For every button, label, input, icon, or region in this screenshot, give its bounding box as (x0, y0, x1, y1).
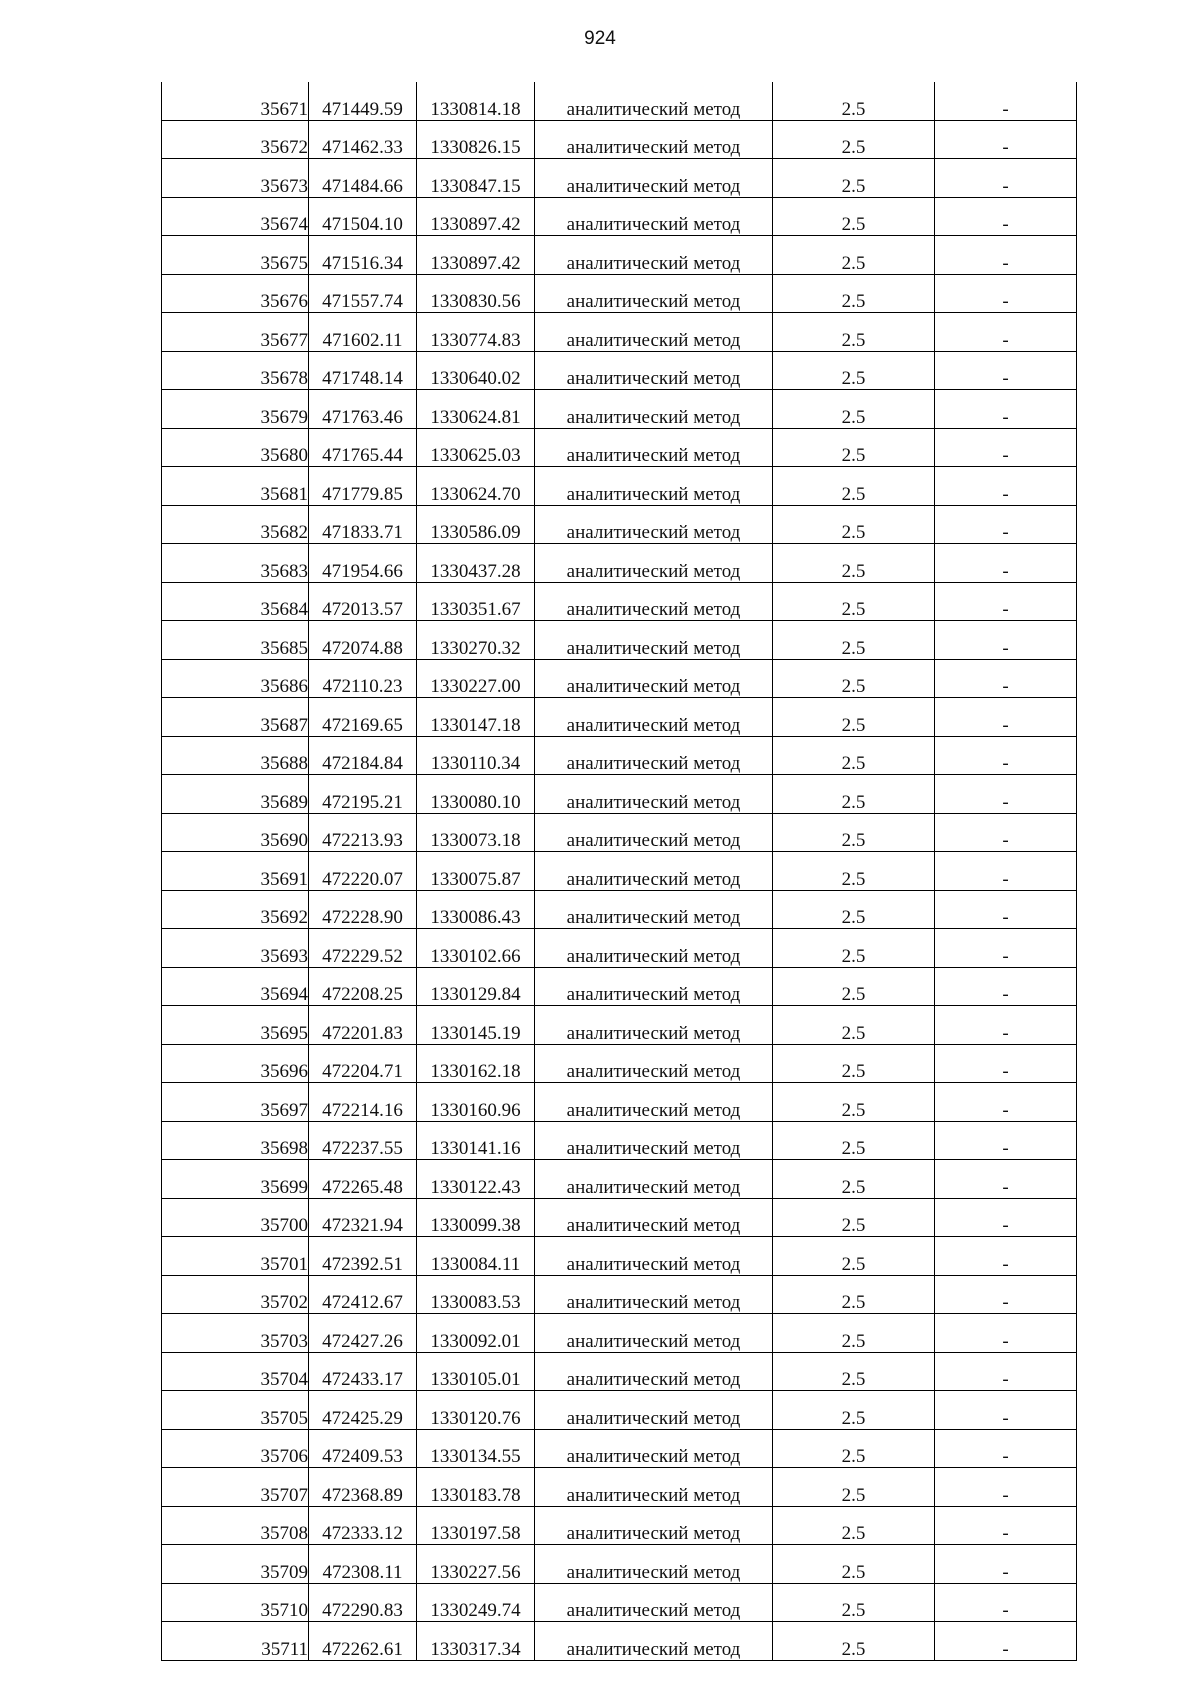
point-number-cell: 35702 (162, 1275, 309, 1314)
accuracy-cell: 2.5 (773, 313, 935, 352)
accuracy-cell: 2.5 (773, 120, 935, 159)
note-cell: - (935, 544, 1077, 583)
accuracy-cell: 2.5 (773, 274, 935, 313)
note-cell: - (935, 1083, 1077, 1122)
table-row (162, 390, 1077, 429)
x-coordinate-cell: 472195.21 (309, 775, 417, 814)
accuracy-cell: 2.5 (773, 390, 935, 429)
x-coordinate-cell: 472208.25 (309, 967, 417, 1006)
y-coordinate-cell: 1330586.09 (417, 505, 535, 544)
method-cell: аналитический метод (535, 82, 773, 120)
y-coordinate-cell: 1330830.56 (417, 274, 535, 313)
note-cell: - (935, 890, 1077, 929)
method-cell: аналитический метод (535, 698, 773, 737)
method-cell: аналитический метод (535, 1391, 773, 1430)
table-row (162, 351, 1077, 390)
accuracy-cell: 2.5 (773, 1237, 935, 1276)
point-number-cell: 35671 (162, 82, 309, 120)
table-row (162, 1622, 1077, 1661)
table-row (162, 1429, 1077, 1468)
table-row (162, 890, 1077, 929)
table-row (162, 82, 1077, 120)
table-row (162, 313, 1077, 352)
y-coordinate-cell: 1330073.18 (417, 813, 535, 852)
method-cell: аналитический метод (535, 967, 773, 1006)
method-cell: аналитический метод (535, 1237, 773, 1276)
x-coordinate-cell: 472321.94 (309, 1198, 417, 1237)
note-cell: - (935, 736, 1077, 775)
accuracy-cell: 2.5 (773, 659, 935, 698)
note-cell: - (935, 159, 1077, 198)
point-number-cell: 35700 (162, 1198, 309, 1237)
table-row (162, 929, 1077, 968)
accuracy-cell: 2.5 (773, 1468, 935, 1507)
y-coordinate-cell: 1330145.19 (417, 1006, 535, 1045)
y-coordinate-cell: 1330351.67 (417, 582, 535, 621)
point-number-cell: 35677 (162, 313, 309, 352)
accuracy-cell: 2.5 (773, 428, 935, 467)
y-coordinate-cell: 1330826.15 (417, 120, 535, 159)
point-number-cell: 35683 (162, 544, 309, 583)
table-row (162, 813, 1077, 852)
table-row (162, 582, 1077, 621)
y-coordinate-cell: 1330160.96 (417, 1083, 535, 1122)
accuracy-cell: 2.5 (773, 582, 935, 621)
note-cell: - (935, 1352, 1077, 1391)
y-coordinate-cell: 1330105.01 (417, 1352, 535, 1391)
point-number-cell: 35679 (162, 390, 309, 429)
accuracy-cell: 2.5 (773, 1160, 935, 1199)
note-cell: - (935, 852, 1077, 891)
y-coordinate-cell: 1330141.16 (417, 1121, 535, 1160)
note-cell: - (935, 1006, 1077, 1045)
point-number-cell: 35680 (162, 428, 309, 467)
table-row (162, 274, 1077, 313)
point-number-cell: 35703 (162, 1314, 309, 1353)
note-cell: - (935, 120, 1077, 159)
x-coordinate-cell: 472169.65 (309, 698, 417, 737)
x-coordinate-cell: 472220.07 (309, 852, 417, 891)
table-row (162, 197, 1077, 236)
x-coordinate-cell: 472412.67 (309, 1275, 417, 1314)
accuracy-cell: 2.5 (773, 1314, 935, 1353)
y-coordinate-cell: 1330183.78 (417, 1468, 535, 1507)
accuracy-cell: 2.5 (773, 852, 935, 891)
accuracy-cell: 2.5 (773, 544, 935, 583)
x-coordinate-cell: 471779.85 (309, 467, 417, 506)
point-number-cell: 35695 (162, 1006, 309, 1045)
method-cell: аналитический метод (535, 1506, 773, 1545)
x-coordinate-cell: 472433.17 (309, 1352, 417, 1391)
y-coordinate-cell: 1330083.53 (417, 1275, 535, 1314)
method-cell: аналитический метод (535, 852, 773, 891)
table-row (162, 775, 1077, 814)
x-coordinate-cell: 472427.26 (309, 1314, 417, 1353)
method-cell: аналитический метод (535, 1352, 773, 1391)
note-cell: - (935, 929, 1077, 968)
accuracy-cell: 2.5 (773, 236, 935, 275)
method-cell: аналитический метод (535, 467, 773, 506)
x-coordinate-cell: 471763.46 (309, 390, 417, 429)
table-row (162, 1044, 1077, 1083)
point-number-cell: 35681 (162, 467, 309, 506)
point-number-cell: 35673 (162, 159, 309, 198)
accuracy-cell: 2.5 (773, 1391, 935, 1430)
point-number-cell: 35694 (162, 967, 309, 1006)
note-cell: - (935, 813, 1077, 852)
x-coordinate-cell: 472214.16 (309, 1083, 417, 1122)
note-cell: - (935, 775, 1077, 814)
method-cell: аналитический метод (535, 274, 773, 313)
y-coordinate-cell: 1330249.74 (417, 1583, 535, 1622)
point-number-cell: 35708 (162, 1506, 309, 1545)
page-number: 924 (584, 28, 616, 49)
accuracy-cell: 2.5 (773, 698, 935, 737)
point-number-cell: 35684 (162, 582, 309, 621)
note-cell: - (935, 967, 1077, 1006)
accuracy-cell: 2.5 (773, 736, 935, 775)
note-cell: - (935, 236, 1077, 275)
note-cell: - (935, 1237, 1077, 1276)
y-coordinate-cell: 1330227.56 (417, 1545, 535, 1584)
note-cell: - (935, 582, 1077, 621)
note-cell: - (935, 1429, 1077, 1468)
coordinates-table (161, 82, 1077, 1661)
point-number-cell: 35701 (162, 1237, 309, 1276)
x-coordinate-cell: 471484.66 (309, 159, 417, 198)
table-row (162, 1121, 1077, 1160)
note-cell: - (935, 1506, 1077, 1545)
x-coordinate-cell: 472184.84 (309, 736, 417, 775)
y-coordinate-cell: 1330625.03 (417, 428, 535, 467)
table-row (162, 1083, 1077, 1122)
method-cell: аналитический метод (535, 736, 773, 775)
y-coordinate-cell: 1330122.43 (417, 1160, 535, 1199)
accuracy-cell: 2.5 (773, 1429, 935, 1468)
table-row (162, 1314, 1077, 1353)
point-number-cell: 35687 (162, 698, 309, 737)
note-cell: - (935, 1468, 1077, 1507)
y-coordinate-cell: 1330197.58 (417, 1506, 535, 1545)
y-coordinate-cell: 1330084.11 (417, 1237, 535, 1276)
accuracy-cell: 2.5 (773, 1006, 935, 1045)
y-coordinate-cell: 1330437.28 (417, 544, 535, 583)
accuracy-cell: 2.5 (773, 82, 935, 120)
x-coordinate-cell: 472204.71 (309, 1044, 417, 1083)
point-number-cell: 35704 (162, 1352, 309, 1391)
method-cell: аналитический метод (535, 775, 773, 814)
accuracy-cell: 2.5 (773, 197, 935, 236)
x-coordinate-cell: 472409.53 (309, 1429, 417, 1468)
note-cell: - (935, 351, 1077, 390)
y-coordinate-cell: 1330270.32 (417, 621, 535, 660)
point-number-cell: 35693 (162, 929, 309, 968)
table-row (162, 467, 1077, 506)
point-number-cell: 35698 (162, 1121, 309, 1160)
method-cell: аналитический метод (535, 813, 773, 852)
note-cell: - (935, 82, 1077, 120)
y-coordinate-cell: 1330227.00 (417, 659, 535, 698)
x-coordinate-cell: 471602.11 (309, 313, 417, 352)
point-number-cell: 35692 (162, 890, 309, 929)
accuracy-cell: 2.5 (773, 813, 935, 852)
table-row (162, 1468, 1077, 1507)
point-number-cell: 35707 (162, 1468, 309, 1507)
method-cell: аналитический метод (535, 1160, 773, 1199)
table-row (162, 1237, 1077, 1276)
note-cell: - (935, 1044, 1077, 1083)
table-row (162, 659, 1077, 698)
method-cell: аналитический метод (535, 1429, 773, 1468)
note-cell: - (935, 698, 1077, 737)
method-cell: аналитический метод (535, 582, 773, 621)
note-cell: - (935, 1198, 1077, 1237)
accuracy-cell: 2.5 (773, 1044, 935, 1083)
accuracy-cell: 2.5 (773, 351, 935, 390)
point-number-cell: 35682 (162, 505, 309, 544)
table-row (162, 1545, 1077, 1584)
x-coordinate-cell: 472425.29 (309, 1391, 417, 1430)
y-coordinate-cell: 1330102.66 (417, 929, 535, 968)
x-coordinate-cell: 472228.90 (309, 890, 417, 929)
method-cell: аналитический метод (535, 428, 773, 467)
point-number-cell: 35685 (162, 621, 309, 660)
method-cell: аналитический метод (535, 1314, 773, 1353)
note-cell: - (935, 390, 1077, 429)
y-coordinate-cell: 1330624.81 (417, 390, 535, 429)
y-coordinate-cell: 1330110.34 (417, 736, 535, 775)
y-coordinate-cell: 1330080.10 (417, 775, 535, 814)
y-coordinate-cell: 1330092.01 (417, 1314, 535, 1353)
table-row (162, 428, 1077, 467)
note-cell: - (935, 313, 1077, 352)
method-cell: аналитический метод (535, 390, 773, 429)
x-coordinate-cell: 472265.48 (309, 1160, 417, 1199)
method-cell: аналитический метод (535, 1468, 773, 1507)
y-coordinate-cell: 1330897.42 (417, 236, 535, 275)
note-cell: - (935, 1622, 1077, 1661)
table-row (162, 1352, 1077, 1391)
note-cell: - (935, 1391, 1077, 1430)
point-number-cell: 35688 (162, 736, 309, 775)
x-coordinate-cell: 472392.51 (309, 1237, 417, 1276)
method-cell: аналитический метод (535, 197, 773, 236)
point-number-cell: 35674 (162, 197, 309, 236)
accuracy-cell: 2.5 (773, 159, 935, 198)
accuracy-cell: 2.5 (773, 929, 935, 968)
x-coordinate-cell: 472262.61 (309, 1622, 417, 1661)
note-cell: - (935, 659, 1077, 698)
note-cell: - (935, 274, 1077, 313)
x-coordinate-cell: 472074.88 (309, 621, 417, 660)
method-cell: аналитический метод (535, 1044, 773, 1083)
x-coordinate-cell: 471748.14 (309, 351, 417, 390)
method-cell: аналитический метод (535, 1622, 773, 1661)
x-coordinate-cell: 472290.83 (309, 1583, 417, 1622)
table-row (162, 505, 1077, 544)
note-cell: - (935, 197, 1077, 236)
table-row (162, 159, 1077, 198)
accuracy-cell: 2.5 (773, 1275, 935, 1314)
method-cell: аналитический метод (535, 1198, 773, 1237)
point-number-cell: 35711 (162, 1622, 309, 1661)
x-coordinate-cell: 472229.52 (309, 929, 417, 968)
y-coordinate-cell: 1330075.87 (417, 852, 535, 891)
point-number-cell: 35705 (162, 1391, 309, 1430)
y-coordinate-cell: 1330134.55 (417, 1429, 535, 1468)
method-cell: аналитический метод (535, 544, 773, 583)
point-number-cell: 35690 (162, 813, 309, 852)
method-cell: аналитический метод (535, 659, 773, 698)
point-number-cell: 35689 (162, 775, 309, 814)
accuracy-cell: 2.5 (773, 1583, 935, 1622)
note-cell: - (935, 467, 1077, 506)
table-row (162, 1391, 1077, 1430)
x-coordinate-cell: 472308.11 (309, 1545, 417, 1584)
y-coordinate-cell: 1330099.38 (417, 1198, 535, 1237)
x-coordinate-cell: 471954.66 (309, 544, 417, 583)
table-row (162, 1275, 1077, 1314)
x-coordinate-cell: 471462.33 (309, 120, 417, 159)
method-cell: аналитический метод (535, 505, 773, 544)
y-coordinate-cell: 1330147.18 (417, 698, 535, 737)
table-row (162, 852, 1077, 891)
point-number-cell: 35697 (162, 1083, 309, 1122)
x-coordinate-cell: 472110.23 (309, 659, 417, 698)
table-row (162, 120, 1077, 159)
point-number-cell: 35696 (162, 1044, 309, 1083)
coordinates-table-body (162, 82, 1077, 1660)
x-coordinate-cell: 471557.74 (309, 274, 417, 313)
y-coordinate-cell: 1330847.15 (417, 159, 535, 198)
x-coordinate-cell: 472201.83 (309, 1006, 417, 1045)
accuracy-cell: 2.5 (773, 1083, 935, 1122)
y-coordinate-cell: 1330317.34 (417, 1622, 535, 1661)
method-cell: аналитический метод (535, 351, 773, 390)
method-cell: аналитический метод (535, 1121, 773, 1160)
x-coordinate-cell: 471449.59 (309, 82, 417, 120)
x-coordinate-cell: 472213.93 (309, 813, 417, 852)
method-cell: аналитический метод (535, 1006, 773, 1045)
note-cell: - (935, 428, 1077, 467)
accuracy-cell: 2.5 (773, 467, 935, 506)
method-cell: аналитический метод (535, 1583, 773, 1622)
y-coordinate-cell: 1330897.42 (417, 197, 535, 236)
accuracy-cell: 2.5 (773, 1121, 935, 1160)
point-number-cell: 35675 (162, 236, 309, 275)
accuracy-cell: 2.5 (773, 621, 935, 660)
y-coordinate-cell: 1330162.18 (417, 1044, 535, 1083)
x-coordinate-cell: 471833.71 (309, 505, 417, 544)
method-cell: аналитический метод (535, 236, 773, 275)
note-cell: - (935, 1275, 1077, 1314)
table-row (162, 1506, 1077, 1545)
point-number-cell: 35699 (162, 1160, 309, 1199)
table-row (162, 698, 1077, 737)
note-cell: - (935, 1160, 1077, 1199)
point-number-cell: 35686 (162, 659, 309, 698)
y-coordinate-cell: 1330640.02 (417, 351, 535, 390)
note-cell: - (935, 1545, 1077, 1584)
note-cell: - (935, 1583, 1077, 1622)
method-cell: аналитический метод (535, 621, 773, 660)
point-number-cell: 35706 (162, 1429, 309, 1468)
table-row (162, 1198, 1077, 1237)
y-coordinate-cell: 1330086.43 (417, 890, 535, 929)
note-cell: - (935, 505, 1077, 544)
note-cell: - (935, 621, 1077, 660)
point-number-cell: 35672 (162, 120, 309, 159)
point-number-cell: 35710 (162, 1583, 309, 1622)
method-cell: аналитический метод (535, 1083, 773, 1122)
point-number-cell: 35676 (162, 274, 309, 313)
x-coordinate-cell: 472013.57 (309, 582, 417, 621)
accuracy-cell: 2.5 (773, 1622, 935, 1661)
x-coordinate-cell: 472333.12 (309, 1506, 417, 1545)
x-coordinate-cell: 472368.89 (309, 1468, 417, 1507)
accuracy-cell: 2.5 (773, 967, 935, 1006)
accuracy-cell: 2.5 (773, 890, 935, 929)
accuracy-cell: 2.5 (773, 775, 935, 814)
y-coordinate-cell: 1330624.70 (417, 467, 535, 506)
accuracy-cell: 2.5 (773, 1545, 935, 1584)
note-cell: - (935, 1314, 1077, 1353)
accuracy-cell: 2.5 (773, 1352, 935, 1391)
x-coordinate-cell: 471516.34 (309, 236, 417, 275)
y-coordinate-cell: 1330814.18 (417, 82, 535, 120)
table-row (162, 1583, 1077, 1622)
note-cell: - (935, 1121, 1077, 1160)
method-cell: аналитический метод (535, 1275, 773, 1314)
table-row (162, 736, 1077, 775)
y-coordinate-cell: 1330129.84 (417, 967, 535, 1006)
point-number-cell: 35709 (162, 1545, 309, 1584)
accuracy-cell: 2.5 (773, 1506, 935, 1545)
table-row (162, 621, 1077, 660)
point-number-cell: 35678 (162, 351, 309, 390)
x-coordinate-cell: 471504.10 (309, 197, 417, 236)
method-cell: аналитический метод (535, 890, 773, 929)
y-coordinate-cell: 1330120.76 (417, 1391, 535, 1430)
method-cell: аналитический метод (535, 929, 773, 968)
y-coordinate-cell: 1330774.83 (417, 313, 535, 352)
method-cell: аналитический метод (535, 313, 773, 352)
method-cell: аналитический метод (535, 159, 773, 198)
point-number-cell: 35691 (162, 852, 309, 891)
table-row (162, 967, 1077, 1006)
table-row (162, 544, 1077, 583)
method-cell: аналитический метод (535, 120, 773, 159)
accuracy-cell: 2.5 (773, 505, 935, 544)
table-row (162, 236, 1077, 275)
accuracy-cell: 2.5 (773, 1198, 935, 1237)
method-cell: аналитический метод (535, 1545, 773, 1584)
x-coordinate-cell: 471765.44 (309, 428, 417, 467)
table-row (162, 1160, 1077, 1199)
x-coordinate-cell: 472237.55 (309, 1121, 417, 1160)
table-row (162, 1006, 1077, 1045)
